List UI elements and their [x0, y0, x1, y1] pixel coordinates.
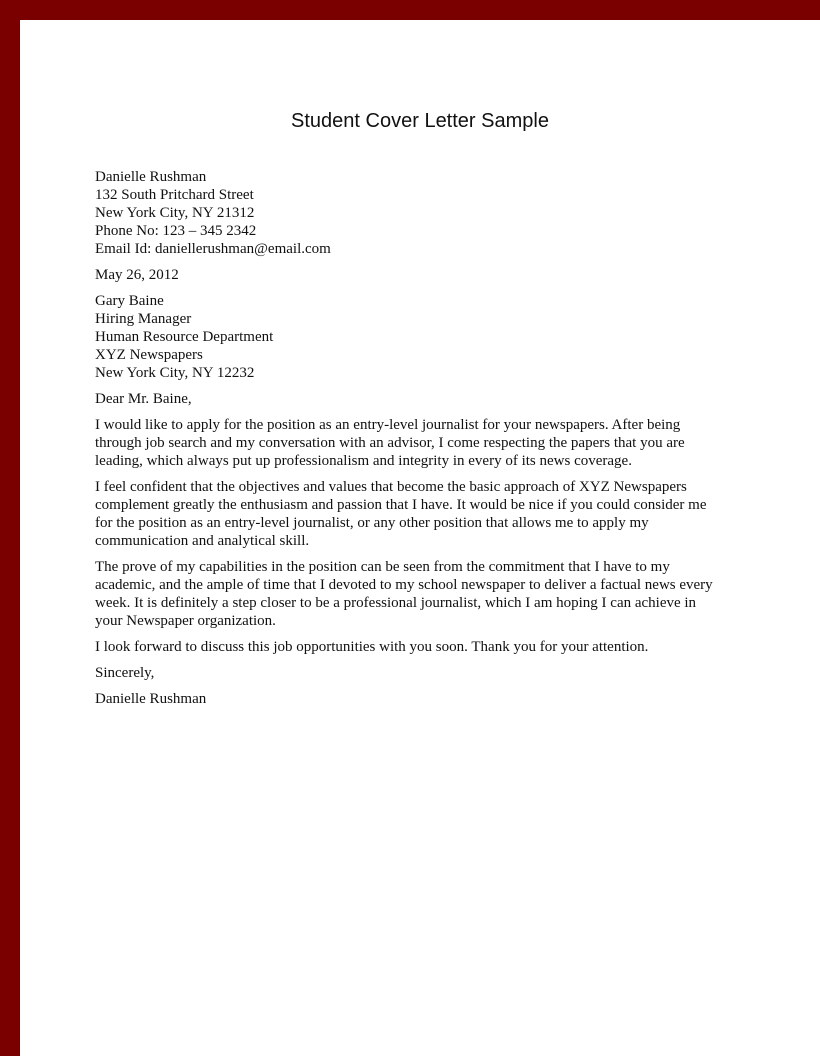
- signature: [95, 690, 755, 708]
- recipient-title: Hiring Manager: [95, 311, 192, 327]
- paragraph-line: complement greatly the enthusiasm and passion that I have. It would be nice if you could consider me: [95, 497, 707, 513]
- paragraph-line: The prove of my capabilities in the position can be seen from the commitment that I have to my: [95, 559, 670, 575]
- paragraph-4: [95, 638, 755, 656]
- paragraph-line: leading, which always put up professionalism and integrity in every of its news coverage.: [95, 453, 632, 469]
- paragraph-line: communication and analytical skill.: [95, 533, 310, 549]
- paragraph-line: week. It is definitely a step closer to be a professional journalist, which I am hoping I can achieve in: [95, 595, 697, 611]
- paragraph-line: your Newspaper organization.: [95, 613, 276, 629]
- letter-page: [20, 20, 820, 1056]
- date-text: May 26, 2012: [95, 267, 179, 283]
- recipient-address: [95, 292, 755, 382]
- page-title: Student Cover Letter Sample: [291, 110, 549, 132]
- sender-phone: Phone No: 123 – 345 2342: [95, 223, 257, 239]
- paragraph-3: [95, 558, 755, 630]
- paragraph-line: I would like to apply for the position as an entry-level journalist for your newspapers. After being: [95, 417, 681, 433]
- paragraph-line: through job search and my conversation with an advisor, I come respecting the papers that you are: [95, 435, 685, 451]
- recipient-city: New York City, NY 12232: [95, 365, 255, 381]
- paragraph-1: [95, 416, 755, 470]
- closing: [95, 664, 755, 682]
- letter-date: [95, 266, 755, 284]
- sender-street: 132 South Pritchard Street: [95, 187, 254, 203]
- letter-body: [95, 168, 755, 716]
- paragraph-line: I feel confident that the objectives and values that become the basic approach of XYZ Newspapers: [95, 479, 687, 495]
- salutation: [95, 390, 755, 408]
- sender-city: New York City, NY 21312: [95, 205, 255, 221]
- sender-email: Email Id: daniellerushman@email.com: [95, 241, 331, 257]
- sender-address: [95, 168, 755, 258]
- paragraph-line: I look forward to discuss this job opportunities with you soon. Thank you for your attention.: [95, 639, 649, 655]
- closing-text: Sincerely,: [95, 665, 155, 681]
- paragraph-line: academic, and the ample of time that I devoted to my school newspaper to deliver a factual news every: [95, 577, 713, 593]
- signature-name: Danielle Rushman: [95, 691, 207, 707]
- paragraph-2: [95, 478, 755, 550]
- recipient-department: Human Resource Department: [95, 329, 274, 345]
- paragraph-line: for the position as an entry-level journalist, or any other position that allows me to apply my: [95, 515, 649, 531]
- recipient-name: Gary Baine: [95, 293, 164, 309]
- sender-name: Danielle Rushman: [95, 169, 207, 185]
- recipient-company: XYZ Newspapers: [95, 347, 203, 363]
- salutation-text: Dear Mr. Baine,: [95, 391, 192, 407]
